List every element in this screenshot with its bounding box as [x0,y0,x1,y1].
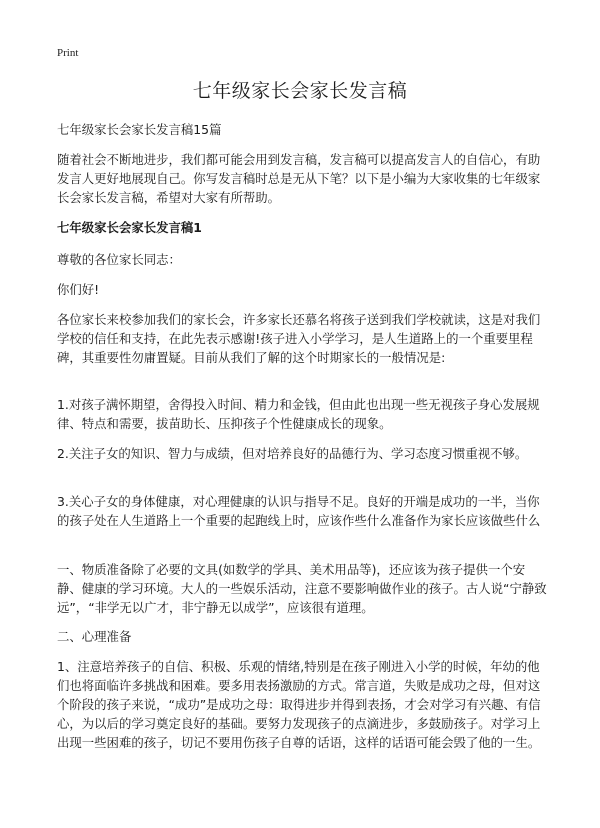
hello-line: 你们好! [57,282,100,297]
list-item-3: 3.关心子女的身体健康，对心理健康的认识与指导不足。良好的开端是成功的一半，当你的孩子处在人生道路上一个重要的起跑线上时，应该作些什么准备作为家长应该做些什么 [57,494,541,528]
mental-paragraph-1: 1、注意培养孩子的自信、积极、乐观的情绪,特别是在孩子刚进入小学的时候，年幼的他们也将面临许多挑战和困难。要多用表扬激励的方式。常言道，失败是成功之母，但对这个阶段的孩子来说，“成功”是成功之母：取得进步并得到表扬，才会对学习有兴趣、有信心，为以后的学习奠定良好的基础。要努力发现孩子的点滴进步，多鼓励孩子。对学习上出现一些困难的孩子，切记不要用伤孩子自尊的话语，这样的话语可能会毁了他的一生。 [57,659,541,750]
material-paragraph: 一、物质准备除了必要的文具(如数学的学具、美术用品等)，还应该为孩子提供一个安静、健康的学习环境。大人的一些娱乐活动，注意不要影响做作业的孩子。古人说“宁静致远”，“非学无以广才，非宁静无以成学”，应该很有道理。 [57,562,547,615]
list-item-2: 2.关注子女的知识、智力与成绩，但对培养良好的品德行为、学习态度习惯重视不够。 [57,446,528,461]
print-link[interactable]: Print [57,47,79,59]
intro-paragraph: 随着社会不断地进步，我们都可能会用到发言稿，发言稿可以提高发言人的自信心，有助发言人更好地展现自己。你写发言稿时总是无从下笔？以下是小编为大家收集的七年级家长会家长发言稿，希望对大家有所帮助。 [57,152,541,205]
paragraph-1: 各位家长来校参加我们的家长会，许多家长还慕名将孩子送到我们学校就读，这是对我们学校的信任和支持，在此先表示感谢!孩子进入小学学习，是人生道路上的一个重要里程碑，其重要性勿庸置疑。目前从我们了解的这个时期家长的一般情况是: [57,312,541,365]
section-heading-1: 七年级家长会家长发言稿1 [57,220,202,235]
mental-heading: 二、心理准备 [57,629,132,644]
greeting-line: 尊敬的各位家长同志： [57,252,181,267]
document-subtitle: 七年级家长会家长发言稿15篇 [57,122,222,137]
list-item-1: 1.对孩子满怀期望，舍得投入时间、精力和金钱，但由此也出现一些无视孩子身心发展规律、特点和需要，拔苗助长、压抑孩子个性健康成长的现象。 [57,397,540,431]
document-title: 七年级家长会家长发言稿 [192,80,408,102]
